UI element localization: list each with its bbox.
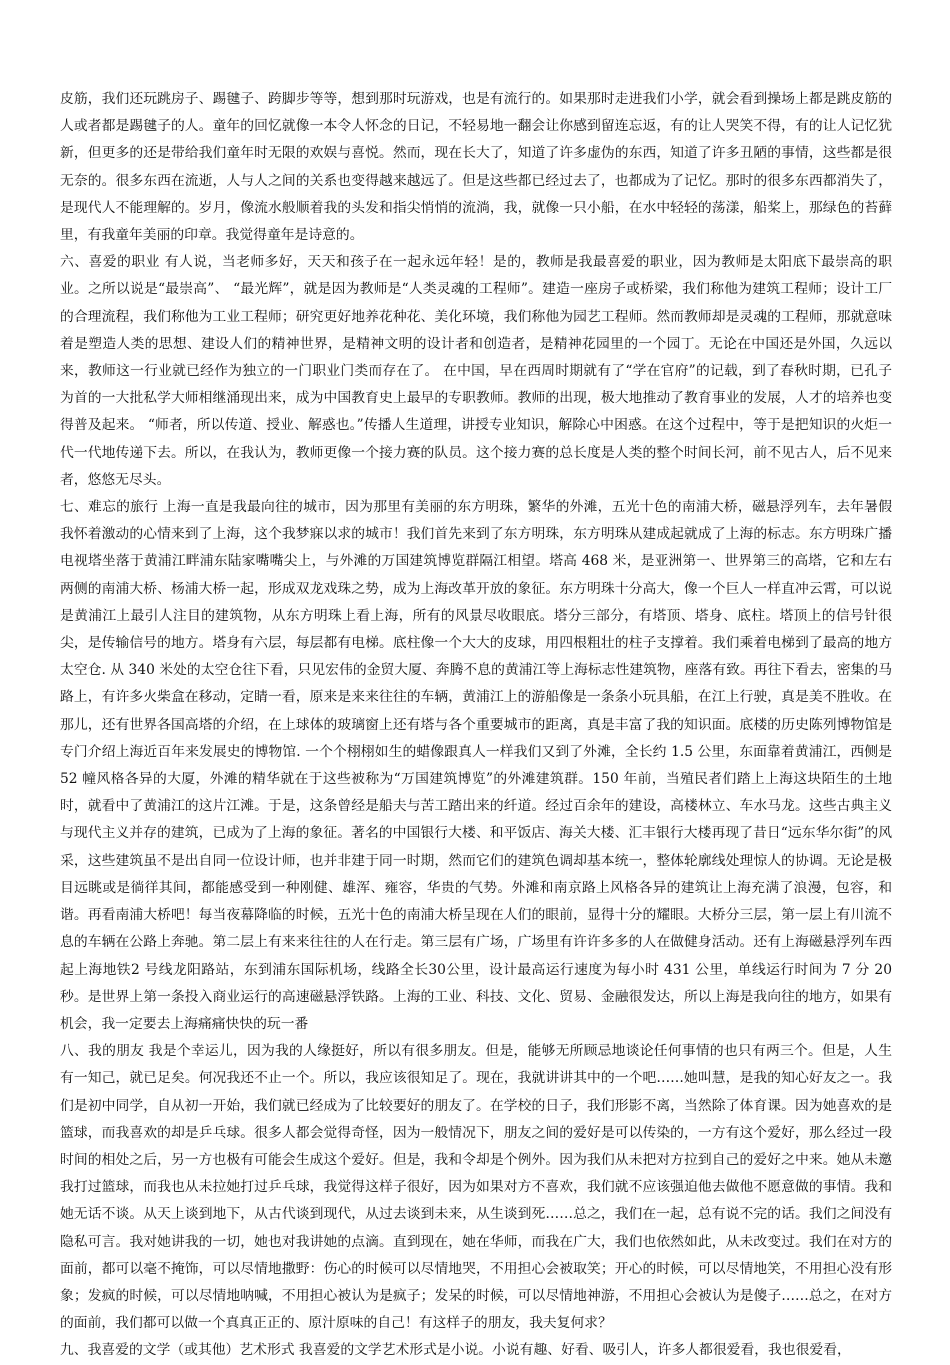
paragraph-favorite-art-form: 九、我喜爱的文学（或其他）艺术形式 我喜爱的文学艺术形式是小说。小说有趣、好看、吸引人，许多人都很爱看，我也很爱看， [60,1342,851,1359]
paragraph-favorite-profession: 六、喜爱的职业 有人说，当老师多好，天天和孩子在一起永远年轻！是的，教师是我最喜爱的职业，因为教师是太阳底下最崇高的职业。之所以说是“最崇高”、 “最光辉”，就是因为教师是“人类灵魂的工程师”。建造一座房子或桥梁，我们称他为建筑工程师；设计工厂的合理流程，我们称他为工业工程师；研究更好地养花种花、美化环境，我们称他为园艺工程师。然而教师却是灵魂的工程师，那就意味着是塑造人类的思想、建设人们的精神世界，是精神文明的设计者和创造者，是精神花园里的一个园丁。无论在中国还是外国，久远以来，教师这一行业就已经作为独立的一门职业门类而存在了。 在中国，早在西周时期就有了“学在官府”的记载，到了春秋时期，已孔子为首的一大批私学大师相继涌现出来，成为中国教育史上最早的专职教师。教师的出现，极大地推动了教育事业的发展，人才的培养也变得普及起来。 “师者，所以传道、授业、解惑也。”传播人生道理，讲授专业知识，解除心中困惑。在这个过程中，等于是把知识的火炬一代一代地传递下去。所以，在我认为，教师更像一个接力赛的队员。这个接力赛的总长度是人类的整个时间长河，前不见古人，后不见来者，悠悠无尽头。 [60,254,892,488]
document-page [60,86,892,1365]
paragraph-my-friend: 八、我的朋友 我是个幸运儿，因为我的人缘挺好，所以有很多朋友。但是，能够无所顾忌地谈论任何事情的也只有两三个。但是，人生有一知己，就已足矣。何况我还不止一个。所以，我应该很知足了。现在，我就讲讲其中的一个吧……她叫慧，是我的知心好友之一。我们是初中同学，自从初一开始，我们就已经成为了比较要好的朋友了。在学校的日子，我们形影不离，当然除了体育课。因为她喜欢的是篮球，而我喜欢的却是乒乓球。很多人都会觉得奇怪，因为一般情况下，朋友之间的爱好是可以传染的，一方有这个爱好，那么经过一段时间的相处之后，另一方也极有可能会生成这个爱好。但是，我和令却是个例外。因为我们从未把对方拉到自己的爱好之中来。她从未邀我打过篮球，而我也从未拉她打过乒乓球，我觉得这样子很好，因为如果对方不喜欢，我们就不应该强迫他去做他不愿意做的事情。我和她无话不谈。从天上谈到地下，从古代谈到现代，从过去谈到未来，从生谈到死……总之，我们在一起，总有说不完的话。我们之间没有隐私可言。我对她讲我的一切，她也对我讲她的点滴。直到现在，她在华师，而我在广大，我们也依然如此，从未改变过。我们在对方的面前，都可以毫不掩饰，可以尽情地撒野：伤心的时候可以尽情地哭，不用担心会被取笑；开心的时候，可以尽情地笑，不用担心没有形象；发疯的时候，可以尽情地呐喊，不用担心被认为是疯子；发呆的时候，可以尽情地神游，不用担心会被认为是傻子……总之，在对方的面前，我们都可以做一个真真正正的、原汁原味的自己！有这样子的朋友，我夫复何求？ [60,1043,892,1332]
paragraph-childhood-memories: 皮筋，我们还玩跳房子、踢毽子、跨脚步等等，想到那时玩游戏，也是有流行的。如果那时走进我们小学，就会看到操场上都是跳皮筋的人或者都是踢毽子的人。童年的回忆就像一本令人怀念的日记，不轻易地一翻会让你感到留连忘返，有的让人哭笑不得，有的让人记忆犹新，但更多的还是带给我们童年时无限的欢娱与喜悦。然而，现在长大了，知道了许多虚伪的东西，知道了许多丑陋的事情，这些都是很无奈的。很多东西在流逝，人与人之间的关系也变得越来越远了。但是这些都已经过去了，也都成为了记忆。那时的很多东西都消失了，是现代人不能理解的。岁月，像流水般顺着我的头发和指尖悄悄的流淌，我，就像一只小船，在水中轻轻的荡漾，船桨上，那绿色的苔藓里，有我童年美丽的印章。我觉得童年是诗意的。 [60,91,892,244]
paragraph-memorable-trip: 七、难忘的旅行 上海一直是我最向往的城市，因为那里有美丽的东方明珠，繁华的外滩，五光十色的南浦大桥，磁悬浮列车，去年暑假我怀着激动的心情来到了上海，这个我梦寐以求的城市！我们首先来到了东方明珠，东方明珠从建成起就成了上海的标志。东方明珠广播电视塔坐落于黄浦江畔浦东陆家嘴嘴尖上，与外滩的万国建筑博览群隔江相望。塔高 468 米，是亚洲第一、世界第三的高塔，它和左右两侧的南浦大桥、杨浦大桥一起，形成双龙戏珠之势，成为上海改革开放的象征。东方明珠十分高大，像一个巨人一样直冲云霄，可以说是黄浦江上最引人注目的建筑物，从东方明珠上看上海，所有的风景尽收眼底。塔分三部分，有塔顶、塔身、底柱。塔顶上的信号针很尖，是传输信号的地方。塔身有六层，每层都有电梯。底柱像一个大大的皮球，用四根粗壮的柱子支撑着。我们乘着电梯到了最高的地方太空仓. 从 340 米处的太空仓往下看，只见宏伟的金贸大厦、奔腾不息的黄浦江等上海标志性建筑物，座落有致。再往下看去，密集的马路上，有许多火柴盒在移动，定睛一看，原来是来来往往的车辆，黄浦江上的游船像是一条条小玩具船，在江上行驶，真是美不胜收。在那儿，还有世界各国高塔的介绍，在上球体的玻璃窗上还有塔与各个重要城市的距离，真是丰富了我的知识面。底楼的历史陈列博物馆是专门介绍上海近百年来发展史的博物馆. 一个个栩栩如生的蜡像跟真人一样我们又到了外滩，全长约 1.5 公里，东面靠着黄浦江，西侧是 52 幢风格各异的大厦，外滩的精华就在于这些被称为“万国建筑博览”的外滩建筑群。150 年前，当殖民者们踏上上海这块陌生的土地时，就看中了黄浦江的这片江滩。于是，这条曾经是船夫与苦工踏出来的纤道。经过百余年的建设，高楼林立、车水马龙。这些古典主义与现代主义并存的建筑，已成为了上海的象征。著名的中国银行大楼、和平饭店、海关大楼、汇丰银行大楼再现了昔日“远东华尔街”的风采，这些建筑虽不是出自同一位设计师，也并非建于同一时期，然而它们的建筑色调却基本统一，整体轮廓线处理惊人的协调。无论是极目远眺或是徜徉其间，都能感受到一种刚健、雄浑、雍容，华贵的气势。外滩和南京路上风格各异的建筑让上海充满了浪漫，包容，和谐。再看南浦大桥吧！每当夜幕降临的时候，五光十色的南浦大桥呈现在人们的眼前，显得十分的耀眼。大桥分三层，第一层上有川流不息的车辆在公路上奔驰。第二层上有来来往往的人在行走。第三层有广场，广场里有许许多多的人在做健身活动。还有上海磁悬浮列车西起上海地铁2 号线龙阳路站，东到浦东国际机场，线路全长30公里，设计最高运行速度为每小时 431 公里，单线运行时间为 7 分 20 秒。是世界上第一条投入商业运行的高速磁悬浮铁路。上海的工业、科技、文化、贸易、金融很发达，所以上海是我向往的地方，如果有机会，我一定要去上海痛痛快快的玩一番 [60,499,892,1032]
